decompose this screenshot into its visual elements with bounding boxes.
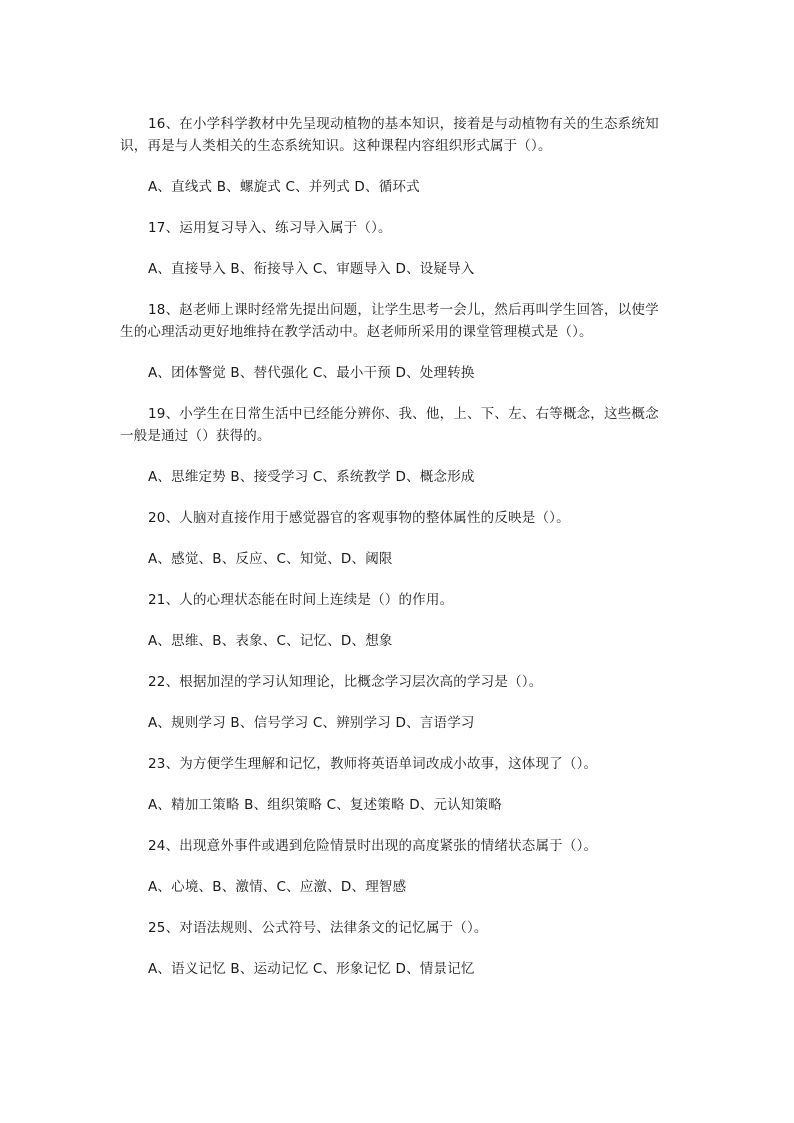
options-16: A、直线式 B、螺旋式 C、并列式 D、循环式	[148, 179, 420, 195]
options-19: A、思维定势 B、接受学习 C、系统教学 D、概念形成	[148, 469, 475, 485]
question-17: 17、运用复习导入、练习导入属于（）。	[148, 220, 392, 236]
options-20: A、感觉、B、反应、C、知觉、D、阈限	[148, 551, 393, 567]
question-19: 19、小学生在日常生活中已经能分辨你、我、他，上、下、左、右等概念，这些概念一般是通过（）获得的。	[120, 406, 659, 444]
question-25: 25、对语法规则、公式符号、法律条文的记忆属于（）。	[148, 920, 488, 936]
question-21: 21、人的心理状态能在时间上连续是（）的作用。	[148, 592, 454, 608]
question-23: 23、为方便学生理解和记忆，教师将英语单词改成小故事，这体现了（）。	[148, 756, 598, 772]
options-23: A、精加工策略 B、组织策略 C、复述策略 D、元认知策略	[148, 797, 502, 813]
question-list	[120, 113, 670, 999]
question-22: 22、根据加涅的学习认知理论，比概念学习层次高的学习是（）。	[148, 674, 543, 690]
question-16: 16、在小学科学教材中先呈现动植物的基本知识，接着是与动植物有关的生态系统知识，再是与人类相关的生态系统知识。这种课程内容组织形式属于（）。	[120, 116, 659, 154]
options-17: A、直接导入 B、衔接导入 C、审题导入 D、设疑导入	[148, 261, 475, 277]
options-24: A、心境、B、激情、C、应激、D、理智感	[148, 879, 407, 895]
question-24: 24、出现意外事件或遇到危险情景时出现的高度紧张的情绪状态属于（）。	[148, 838, 598, 854]
question-20: 20、人脑对直接作用于感觉器官的客观事物的整体属性的反映是（）。	[148, 510, 570, 526]
question-18: 18、赵老师上课时经常先提出问题，让学生思考一会儿，然后再叫学生回答，以使学生的心理活动更好地维持在教学活动中。赵老师所采用的课堂管理模式是（）。	[120, 302, 659, 340]
options-22: A、规则学习 B、信号学习 C、辨别学习 D、言语学习	[148, 715, 475, 731]
options-25: A、语义记忆 B、运动记忆 C、形象记忆 D、情景记忆	[148, 961, 475, 977]
options-18: A、团体警觉 B、替代强化 C、最小干预 D、处理转换	[148, 365, 475, 381]
options-21: A、思维、B、表象、C、记忆、D、想象	[148, 633, 393, 649]
